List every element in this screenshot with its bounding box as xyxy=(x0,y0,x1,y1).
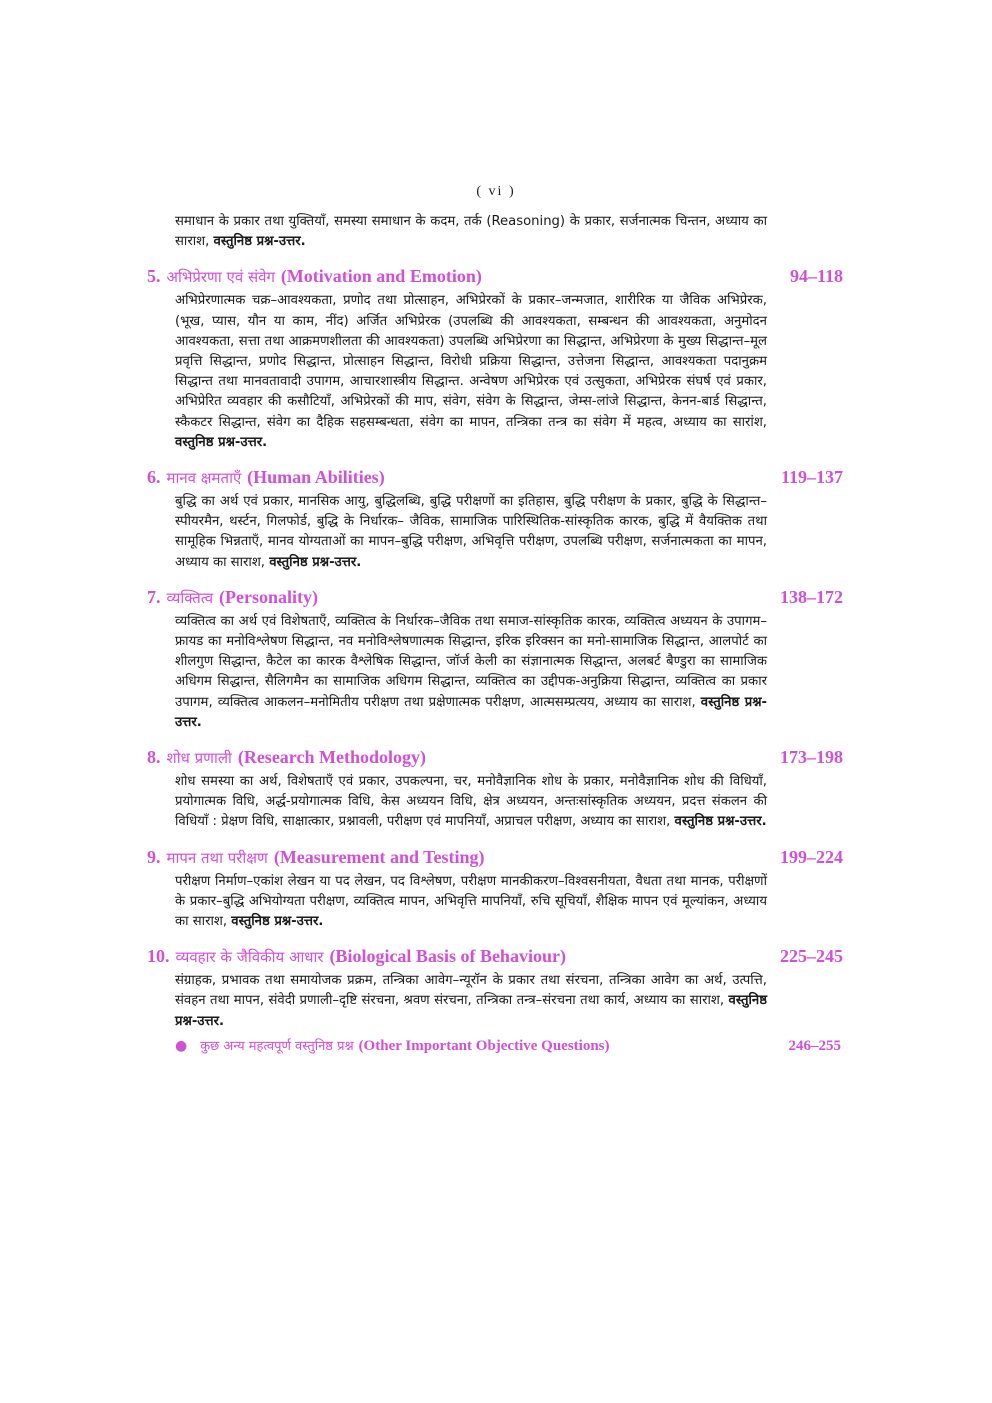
intro-paragraph xyxy=(175,212,767,252)
chapter-summary-body: परीक्षण निर्माण–एकांश लेखन या पद लेखन, पद विश्लेषण, परीक्षण मानकीकरण–विश्वसनीयता, वैधता तथा मानक, परीक्षणों के प्रकार–बुद्धि अभियोग्यता परीक्षण, व्यक्तित्व मापन, अभिवृत्ति मापनियाँ, रुचि सूचियाँ, शैक्षिक मापन एवं मूल्यांकन, अध्याय का साराश, xyxy=(175,873,767,930)
chapter-summary-body: व्यक्तित्व का अर्थ एवं विशेषताएँ, व्यक्तित्व के निर्धारक–जैविक तथा समाज-सांस्कृतिक कारक, व्यक्तित्व अध्ययन के उपागम–फ्रायड का मनोविश्लेषण सिद्धान्त, नव मनोविश्लेषणात्मक सिद्धान्त, इरिक इरिक्सन का मनो-सामाजिक सिद्धान्त, आलपोर्ट का शीलगुण सिद्धान्त, कैटेल का कारक वैश्लेषिक सिद्धान्त, जॉर्ज केली का संज्ञानात्मक सिद्धान्त, अलबर्ट बैण्डुरा का सामाजिक अधिगम सिद्धान्त, सैलिगमैन का सामाजिक अधिगम सिद्धान्त, व्यक्तित्व का उद्दीपक-अनुक्रिया सिद्धान्त, व्यक्तित्व का प्रकार उपागम, व्यक्तित्व आकलन–मनोमितीय परीक्षण तथा प्रक्षेणात्मक परीक्षण, आत्मसम्प्रत्यय, अध्याय का साराश, xyxy=(175,613,767,710)
chapter-summary xyxy=(175,772,767,833)
chapter-summary-body: संग्राहक, प्रभावक तथा समायोजक प्रक्रम, तन्त्रिका आवेग–न्यूरॉन के प्रकार तथा संरचना, तन्त्रिका आवेग का अर्थ, उत्पत्ति, संवहन तथा मापन, संवेदी प्रणाली–दृष्टि संरचना, श्रवण संरचना, तन्त्रिका तन्त्र–संरचना तथा कार्य, अध्याय का साराश, xyxy=(175,973,767,1009)
chapter-heading xyxy=(147,847,843,868)
intro-tail: वस्तुनिष्ठ प्रश्न-उत्तर. xyxy=(213,234,306,250)
chapter-entry xyxy=(147,847,843,933)
chapter-title-english: (Measurement and Testing) xyxy=(273,846,485,867)
chapter-page-range: 225–245 xyxy=(780,946,843,967)
chapter-entry xyxy=(147,587,843,733)
chapter-heading xyxy=(147,266,843,287)
chapter-heading xyxy=(147,587,843,608)
table-of-contents xyxy=(147,212,843,1055)
chapter-number: 5. xyxy=(147,266,161,287)
intro-body: समाधान के प्रकार तथा युक्तियाँ, समस्या समाधान के कदम, तर्क (Reasoning) के प्रकार, सर्जनात्मक चिन्तन, अध्याय का साराश, xyxy=(175,214,767,250)
chapter-title-english: (Personality) xyxy=(219,586,319,607)
chapter-page-range: 94–118 xyxy=(789,266,843,287)
chapter-number: 6. xyxy=(147,467,161,488)
chapter-summary-tail: वस्तुनिष्ठ प्रश्न-उत्तर. xyxy=(231,914,324,930)
chapter-title-english: (Biological Basis of Behaviour) xyxy=(329,946,566,967)
chapter-page-range: 199–224 xyxy=(780,846,843,867)
chapter-summary xyxy=(175,492,767,573)
chapter-title-english: (Motivation and Emotion) xyxy=(280,266,482,287)
chapter-title xyxy=(147,946,566,967)
chapter-title-hindi: मानव क्षमताएँ xyxy=(166,469,242,488)
chapter-page-range: 119–137 xyxy=(780,467,843,488)
chapter-entry xyxy=(147,747,843,833)
chapter-number: 9. xyxy=(147,846,161,867)
chapter-entry xyxy=(147,946,843,1032)
chapter-title xyxy=(147,587,318,608)
chapter-summary-body: शोध समस्या का अर्थ, विशेषताएँ एवं प्रकार, उपकल्पना, चर, मनोवैज्ञानिक शोध के प्रकार, मनोवैज्ञानिक शोध की विधियाँ, प्रयोगात्मक विधि, अर्द्ध-प्रयोगात्मक विधि, केस अध्ययन विधि, क्षेत्र अध्ययन, अन्तःसांस्कृतिक अध्ययन, प्रदत्त संकलन की विधियाँ : प्रेक्षण विधि, साक्षात्कार, प्रश्नावली, परीक्षण एवं मापनियाँ, अप्राचल परीक्षण, अध्याय का साराश, xyxy=(175,774,767,830)
chapter-title-hindi: अभिप्रेरणा एवं संवेग xyxy=(166,268,275,287)
chapter-heading xyxy=(147,946,843,967)
chapter-heading xyxy=(147,467,843,488)
chapter-summary-tail: वस्तुनिष्ठ प्रश्न-उत्तर. xyxy=(175,434,268,450)
chapter-title-hindi: मापन तथा परीक्षण xyxy=(166,848,268,867)
extra-entry xyxy=(175,1036,841,1055)
chapter-title-hindi: व्यक्तित्व xyxy=(166,588,214,607)
chapter-page-range: 173–198 xyxy=(780,747,843,768)
chapter-title-hindi: व्यवहार के जैविकीय आधार xyxy=(175,948,324,967)
chapter-summary xyxy=(175,971,767,1032)
chapter-title xyxy=(147,747,426,768)
chapter-number: 8. xyxy=(147,747,161,768)
chapter-title xyxy=(147,467,385,488)
chapter-page-range: 138–172 xyxy=(780,586,843,607)
chapter-title-hindi: शोध प्रणाली xyxy=(166,749,232,768)
chapter-heading xyxy=(147,747,843,768)
extra-title-hindi: कुछ अन्य महत्वपूर्ण वस्तुनिष्ठ प्रश्न xyxy=(200,1038,354,1054)
chapter-title-english: (Research Methodology) xyxy=(237,747,426,768)
chapter-summary-tail: वस्तुनिष्ठ प्रश्न-उत्तर. xyxy=(175,694,768,730)
chapter-entry xyxy=(147,467,843,573)
chapter-title xyxy=(147,847,485,868)
page-number: ( vi ) xyxy=(476,184,516,199)
chapter-summary xyxy=(175,612,767,733)
chapter-number: 10. xyxy=(147,946,170,967)
extra-title-english: (Other Important Objective Questions) xyxy=(358,1037,610,1054)
bullet-icon: ● xyxy=(175,1037,188,1054)
chapter-summary-tail: वस्तुनिष्ठ प्रश्न-उत्तर. xyxy=(674,814,767,830)
chapter-summary-tail: वस्तुनिष्ठ प्रश्न-उत्तर. xyxy=(175,993,767,1029)
chapter-entry xyxy=(147,266,843,453)
chapter-summary xyxy=(175,872,767,933)
chapter-number: 7. xyxy=(147,586,161,607)
extra-title xyxy=(175,1036,610,1055)
chapter-title xyxy=(147,266,482,287)
chapter-summary-tail: वस्तुनिष्ठ प्रश्न-उत्तर. xyxy=(269,554,362,570)
chapter-summary xyxy=(175,291,767,453)
extra-page-range: 246–255 xyxy=(788,1037,841,1054)
chapter-summary-body: अभिप्रेरणात्मक चक्र–आवश्यकता, प्रणोद तथा प्रोत्साहन, अभिप्रेरकों के प्रकार–जन्मजात, शारीरिक या जैविक अभिप्रेरक, (भूख, प्यास, यौन या काम, नींद) अर्जित अभिप्रेरक (उपलब्धि की आवश्यकता, सम्बन्धन की आवश्यकता, अनुमोदन आवश्यकता, सत्ता तथा आक्रमणशीलता की आवश्यकता) उपलब्धि अभिप्रेरणा का सिद्धान्त, अभिप्रेरणा के मुख्य सिद्धान्त–मूल प्रवृत्ति सिद्धान्त, प्रणोद सिद्धान्त, प्रोत्साहन सिद्धान्त, विरोधी प्रक्रिया सिद्धान्त, उत्तेजना सिद्धान्त, आवश्यकता पदानुक्रम सिद्धान्त तथा मानवतावादी उपागम, आचारशास्त्रीय सिद्धान्त. अन्वेषण अभिप्रेरक एवं उत्सुकता, अभिप्रेरक संघर्ष एवं प्रकार, अभिप्रेरित व्यवहार की कसौटियाँ, अभिप्रेरकों की माप, संवेग, संवेग के सिद्धान्त, जेम्स-लांजे सिद्धान्त, केनन-बार्ड सिद्धान्त, स्कैकटर सिद्धान्त, संवेग का दैहिक सहसम्बन्धता, संवेग का मापन, तन्त्रिका तन्त्र का संवेग में महत्व, अध्याय का सारांश, xyxy=(175,293,767,430)
chapter-title-english: (Human Abilities) xyxy=(247,467,385,488)
chapter-summary-body: बुद्धि का अर्थ एवं प्रकार, मानसिक आयु, बुद्धिलब्धि, बुद्धि परीक्षणों का इतिहास, बुद्धि परीक्षण के प्रकार, बुद्धि के सिद्धान्त–स्पीयरमैन, थर्स्टन, गिलफोर्ड, बुद्धि के निर्धारक– जैविक, सामाजिक पारिस्थितिक-सांस्कृतिक कारक, बुद्धि में वैयक्तिक तथा सामूहिक भिन्नताएँ, मानव योग्यताओं का मापन–बुद्धि परीक्षण, अभिवृत्ति परीक्षण, उपलब्धि परीक्षण, सर्जनात्मकता का मापन, अध्याय का साराश, xyxy=(175,494,767,570)
